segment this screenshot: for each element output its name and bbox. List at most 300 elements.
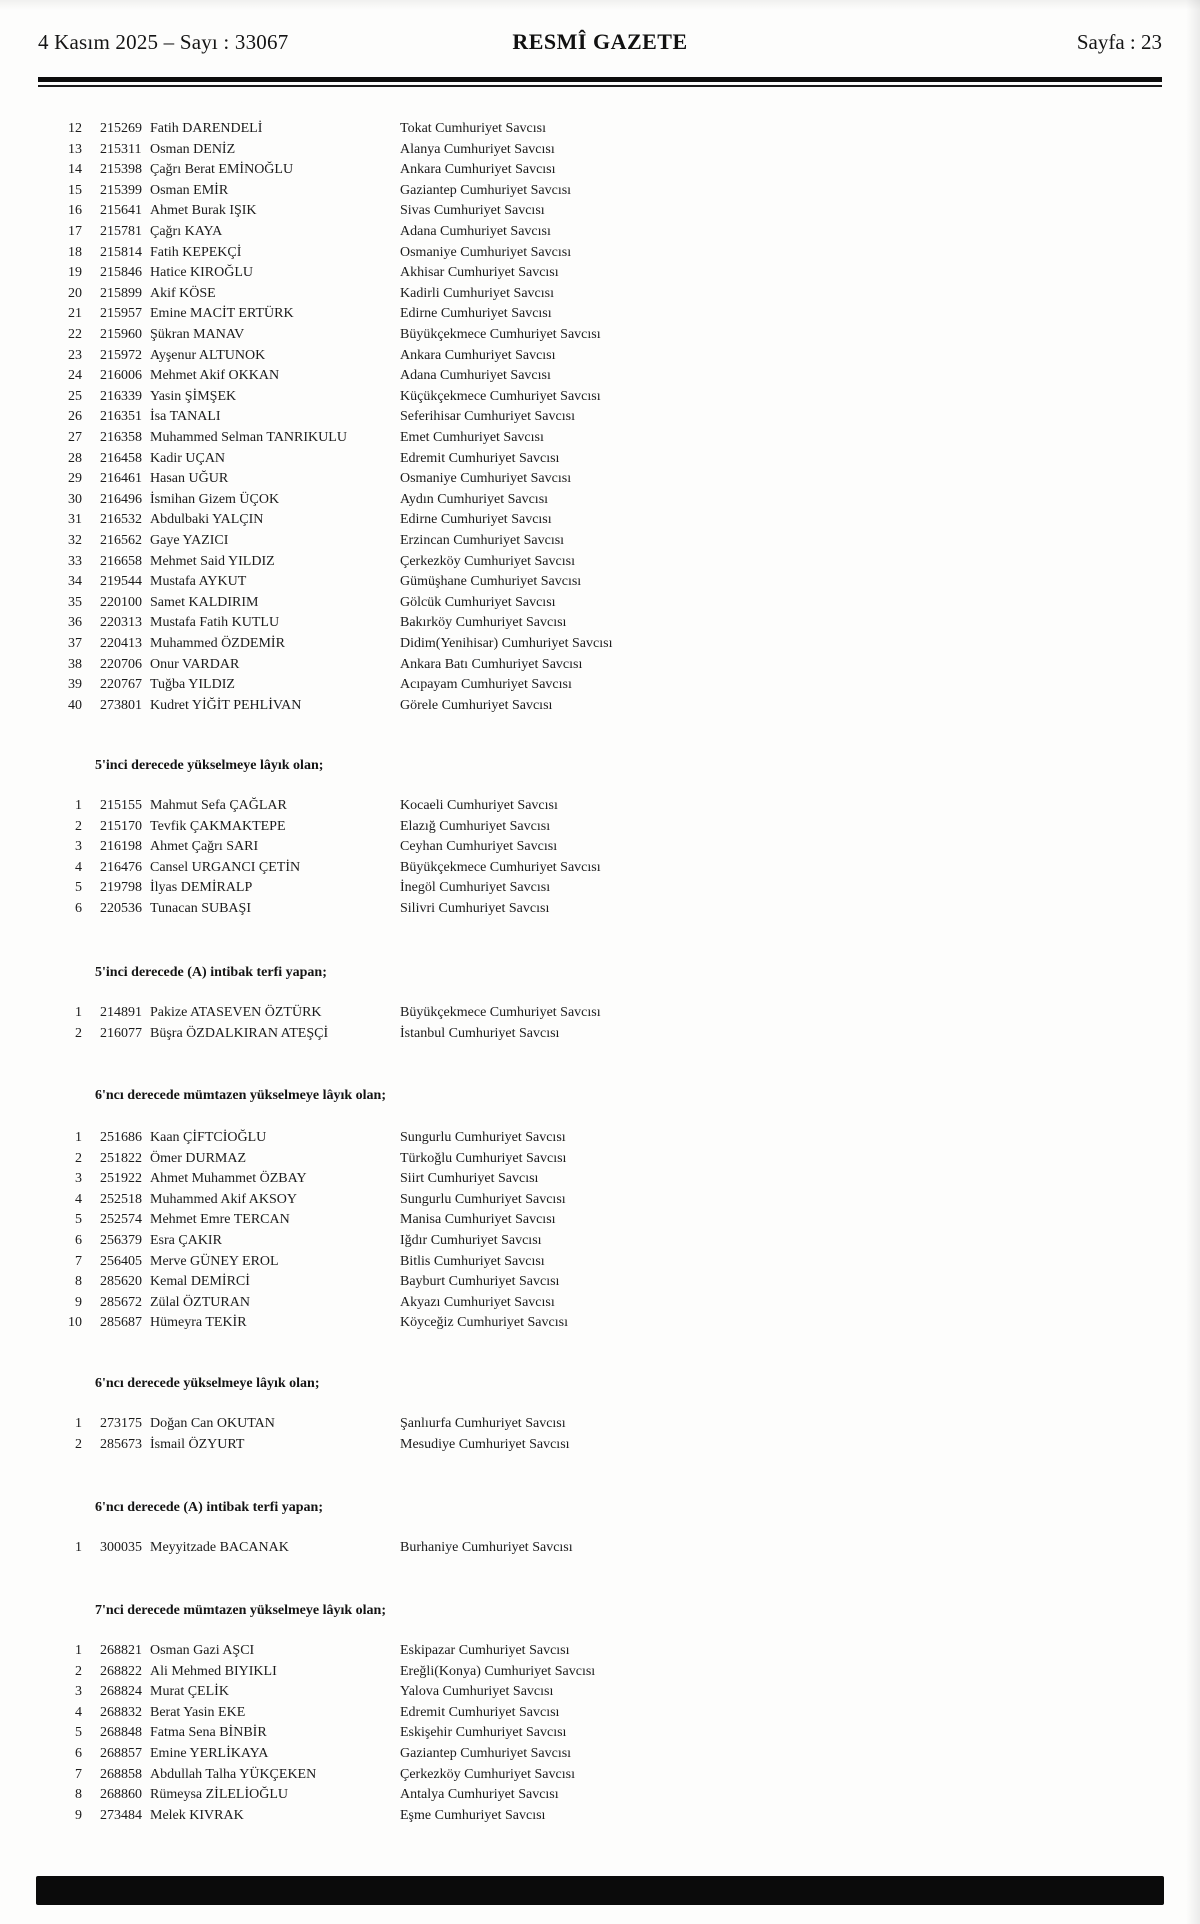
registry-number: 285620: [100, 1274, 142, 1290]
person-name: Esra ÇAKIR: [150, 1233, 222, 1248]
registry-number: 215846: [100, 265, 142, 281]
row-index: 6: [75, 1233, 82, 1248]
row-index: 19: [68, 265, 82, 281]
row-index: 10: [68, 1315, 82, 1331]
registry-number: 220100: [100, 594, 142, 610]
person-name: Akif KÖSE: [150, 285, 216, 301]
header-rule-thick: [38, 77, 1162, 82]
registry-number: 216461: [100, 471, 142, 487]
person-name: Yasin ŞİMŞEK: [150, 388, 237, 404]
person-name: Hasan UĞUR: [150, 471, 229, 487]
list-item: [58, 1192, 1162, 1212]
person-name: Meyyitzade BACANAK: [150, 1540, 289, 1555]
registry-number: 216006: [100, 368, 142, 384]
registry-number: 216198: [100, 839, 142, 855]
person-name: Şükran MANAV: [150, 327, 245, 342]
row-index: 14: [68, 162, 82, 178]
duty-title: Elazığ Cumhuriyet Savcısı: [400, 818, 551, 834]
list-item: [58, 389, 1162, 409]
row-index: 33: [68, 553, 82, 569]
registry-number: 268858: [100, 1766, 142, 1782]
row-index: 7: [75, 1253, 82, 1269]
list-item: [58, 512, 1162, 532]
registry-number: 219798: [100, 880, 142, 896]
duty-title: Ereğli(Konya) Cumhuriyet Savcısı: [400, 1663, 596, 1679]
duty-title: Acıpayam Cumhuriyet Savcısı: [400, 677, 572, 693]
row-index: 20: [68, 285, 82, 301]
registry-number: 220313: [100, 615, 142, 631]
person-name: Ayşenur ALTUNOK: [150, 347, 266, 363]
row-index: 5: [75, 1212, 82, 1228]
section-heading: 6'ncı derecede mümtazen yükselmeye lâyık olan;: [95, 1088, 386, 1103]
person-name: Gaye YAZICI: [150, 533, 229, 548]
registry-number: 251822: [100, 1150, 142, 1166]
list-item: [58, 901, 1162, 921]
row-index: 6: [75, 1746, 82, 1761]
row-index: 12: [68, 121, 82, 136]
row-index: 40: [68, 697, 82, 713]
duty-title: Çerkezköy Cumhuriyet Savcısı: [400, 1766, 575, 1782]
person-name: Melek KIVRAK: [150, 1807, 244, 1823]
duty-title: Eskişehir Cumhuriyet Savcısı: [400, 1725, 567, 1741]
duty-title: Osmaniye Cumhuriyet Savcısı: [400, 471, 572, 487]
list-item: [58, 224, 1162, 244]
duty-title: Bitlis Cumhuriyet Savcısı: [400, 1253, 545, 1269]
registry-number: 285687: [100, 1315, 142, 1331]
person-name: İsmihan Gizem ÜÇOK: [150, 491, 280, 507]
registry-number: 285672: [100, 1294, 142, 1310]
person-name: Emine YERLİKAYA: [150, 1746, 269, 1761]
list-item: [58, 245, 1162, 265]
duty-title: Büyükçekmece Cumhuriyet Savcısı: [400, 327, 601, 342]
person-name: Mustafa AYKUT: [150, 574, 247, 590]
person-name: Çağrı KAYA: [150, 224, 223, 239]
row-index: 8: [75, 1787, 82, 1803]
duty-title: Bakırköy Cumhuriyet Savcısı: [400, 615, 567, 631]
list-item: [58, 595, 1162, 615]
row-index: 4: [75, 1704, 82, 1720]
registry-number: 251686: [100, 1130, 142, 1145]
list-item: [58, 1233, 1162, 1253]
list-item: [58, 1130, 1162, 1150]
person-name: Fatih DARENDELİ: [150, 121, 263, 136]
row-index: 34: [68, 574, 82, 590]
registry-number: 216458: [100, 450, 142, 466]
section-heading: 7'nci derecede mümtazen yükselmeye lâyık olan;: [95, 1603, 386, 1618]
person-name: Kemal DEMİRCİ: [150, 1274, 250, 1290]
row-index: 1: [75, 798, 82, 813]
duty-title: Edremit Cumhuriyet Savcısı: [400, 450, 560, 466]
duty-title: Edirne Cumhuriyet Savcısı: [400, 306, 552, 322]
list-item: [58, 286, 1162, 306]
person-name: Ömer DURMAZ: [150, 1150, 247, 1166]
row-index: 29: [68, 471, 82, 487]
row-index: 2: [75, 1663, 82, 1679]
list-item: [58, 880, 1162, 900]
row-index: 13: [68, 141, 82, 157]
person-name: Mehmet Akif OKKAN: [150, 368, 280, 384]
duty-title: Yalova Cumhuriyet Savcısı: [400, 1684, 554, 1700]
person-name: Berat Yasin EKE: [150, 1704, 246, 1720]
person-name: Hatice KIROĞLU: [150, 265, 254, 281]
duty-title: Sungurlu Cumhuriyet Savcısı: [400, 1191, 566, 1207]
list-item: [58, 1664, 1162, 1684]
list-item: [58, 860, 1162, 880]
row-index: 2: [75, 1436, 82, 1452]
list-item: [58, 798, 1162, 818]
registry-number: 251922: [100, 1171, 142, 1187]
registry-number: 285673: [100, 1436, 142, 1452]
row-index: 1: [75, 1005, 82, 1020]
duty-title: Alanya Cumhuriyet Savcısı: [400, 141, 555, 157]
section-heading: 5'inci derecede (A) intibak terfi yapan;: [95, 965, 327, 980]
registry-number: 268860: [100, 1787, 142, 1803]
row-index: 27: [68, 430, 82, 445]
scan-edge-right: [1186, 0, 1200, 1924]
registry-number: 215399: [100, 182, 142, 198]
row-index: 25: [68, 388, 82, 404]
person-name: Muhammed Selman TANRIKULU: [150, 430, 347, 445]
list-item: [58, 1767, 1162, 1787]
person-name: Mehmet Emre TERCAN: [150, 1212, 290, 1228]
duty-title: Osmaniye Cumhuriyet Savcısı: [400, 244, 572, 260]
registry-number: 268832: [100, 1704, 142, 1720]
registry-number: 215899: [100, 285, 142, 301]
row-index: 30: [68, 491, 82, 507]
person-name: Mustafa Fatih KUTLU: [150, 615, 280, 631]
registry-number: 215311: [100, 141, 142, 157]
header-date-issue: 4 Kasım 2025 – Sayı : 33067: [38, 30, 289, 54]
person-name: Ali Mehmed BIYIKLI: [150, 1663, 277, 1679]
list-item: [58, 1684, 1162, 1704]
row-index: 23: [68, 347, 82, 363]
person-name: Mehmet Said YILDIZ: [150, 553, 275, 569]
row-index: 35: [68, 594, 82, 610]
person-name: Tunacan SUBAŞI: [150, 901, 251, 916]
list-item: [58, 203, 1162, 223]
registry-number: 215781: [100, 224, 142, 239]
row-index: 39: [68, 677, 82, 693]
registry-number: 268822: [100, 1663, 142, 1679]
duty-title: Seferihisar Cumhuriyet Savcısı: [400, 409, 575, 425]
row-index: 17: [68, 224, 82, 239]
registry-number: 216476: [100, 859, 142, 875]
person-name: Kaan ÇİFTCİOĞLU: [150, 1130, 267, 1145]
person-name: Pakize ATASEVEN ÖZTÜRK: [150, 1005, 322, 1020]
row-index: 28: [68, 450, 82, 466]
duty-title: Sungurlu Cumhuriyet Savcısı: [400, 1130, 566, 1145]
list-item: [58, 1416, 1162, 1436]
duty-title: Adana Cumhuriyet Savcısı: [400, 368, 551, 384]
person-name: Onur VARDAR: [150, 656, 240, 672]
list-item: [58, 554, 1162, 574]
list-item: [58, 1315, 1162, 1335]
registry-number: 273175: [100, 1416, 142, 1431]
registry-number: 273484: [100, 1807, 142, 1823]
person-name: Kudret YİĞİT PEHLİVAN: [150, 697, 302, 713]
duty-title: Iğdır Cumhuriyet Savcısı: [400, 1233, 542, 1248]
person-name: Çağrı Berat EMİNOĞLU: [150, 162, 294, 178]
row-index: 5: [75, 880, 82, 896]
duty-title: Ceyhan Cumhuriyet Savcısı: [400, 839, 558, 855]
registry-number: 256379: [100, 1233, 142, 1248]
person-name: Osman DENİZ: [150, 141, 236, 157]
person-name: Büşra ÖZDALKIRAN ATEŞÇİ: [150, 1025, 329, 1041]
row-index: 31: [68, 512, 82, 528]
duty-title: Eşme Cumhuriyet Savcısı: [400, 1807, 546, 1823]
list-item: [58, 409, 1162, 429]
registry-number: 216077: [100, 1025, 142, 1041]
row-index: 3: [75, 1171, 82, 1187]
row-index: 3: [75, 839, 82, 855]
duty-title: Eskipazar Cumhuriyet Savcısı: [400, 1643, 570, 1658]
list-item: [58, 1787, 1162, 1807]
duty-title: Akyazı Cumhuriyet Savcısı: [400, 1294, 555, 1310]
duty-title: Erzincan Cumhuriyet Savcısı: [400, 533, 565, 548]
row-index: 6: [75, 901, 82, 916]
registry-number: 220706: [100, 656, 142, 672]
person-name: Ahmet Çağrı SARI: [150, 839, 259, 855]
list-item: [58, 1725, 1162, 1745]
list-item: [58, 121, 1162, 141]
list-item: [58, 306, 1162, 326]
duty-title: Edremit Cumhuriyet Savcısı: [400, 1704, 560, 1720]
duty-title: Gaziantep Cumhuriyet Savcısı: [400, 1746, 572, 1761]
person-name: Osman Gazi AŞCI: [150, 1643, 255, 1658]
duty-title: Emet Cumhuriyet Savcısı: [400, 430, 544, 445]
registry-number: 215398: [100, 162, 142, 178]
person-name: Osman EMİR: [150, 182, 229, 198]
row-index: 2: [75, 1150, 82, 1166]
list-item: [58, 1437, 1162, 1457]
duty-title: Küçükçekmece Cumhuriyet Savcısı: [400, 388, 601, 404]
scan-artifact-bar: [36, 1876, 1164, 1905]
registry-number: 216496: [100, 491, 142, 507]
list-item: [58, 574, 1162, 594]
row-index: 5: [75, 1725, 82, 1741]
row-index: 9: [75, 1807, 82, 1823]
duty-title: Siirt Cumhuriyet Savcısı: [400, 1171, 539, 1187]
registry-number: 216658: [100, 553, 142, 569]
person-name: Samet KALDIRIM: [150, 594, 259, 610]
registry-number: 215155: [100, 798, 142, 813]
registry-number: 215814: [100, 244, 142, 260]
registry-number: 215972: [100, 347, 142, 363]
row-index: 1: [75, 1130, 82, 1145]
duty-title: Edirne Cumhuriyet Savcısı: [400, 512, 552, 528]
row-index: 21: [68, 306, 82, 322]
duty-title: Türkoğlu Cumhuriyet Savcısı: [400, 1150, 567, 1166]
row-index: 36: [68, 615, 82, 631]
registry-number: 215641: [100, 203, 142, 219]
person-name: İsa TANALI: [150, 409, 221, 425]
section-heading: 6'ncı derecede yükselmeye lâyık olan;: [95, 1376, 320, 1391]
person-name: Emine MACİT ERTÜRK: [150, 306, 294, 322]
list-item: [58, 1295, 1162, 1315]
duty-title: Kocaeli Cumhuriyet Savcısı: [400, 798, 558, 813]
list-item: [58, 451, 1162, 471]
registry-number: 268824: [100, 1684, 142, 1700]
registry-number: 273801: [100, 697, 142, 713]
duty-title: Tokat Cumhuriyet Savcısı: [400, 121, 547, 136]
duty-title: Çerkezköy Cumhuriyet Savcısı: [400, 553, 575, 569]
list-item: [58, 1808, 1162, 1828]
row-index: 26: [68, 409, 82, 425]
row-index: 1: [75, 1416, 82, 1431]
person-name: Ahmet Muhammet ÖZBAY: [150, 1171, 307, 1187]
header-rule-thin: [38, 85, 1162, 87]
list-item: [58, 1254, 1162, 1274]
registry-number: 216339: [100, 388, 142, 404]
row-index: 1: [75, 1643, 82, 1658]
registry-number: 215269: [100, 121, 142, 136]
duty-title: Ankara Cumhuriyet Savcısı: [400, 347, 556, 363]
registry-number: 215960: [100, 327, 142, 342]
list-item: [58, 327, 1162, 347]
duty-title: Manisa Cumhuriyet Savcısı: [400, 1212, 556, 1228]
person-name: Merve GÜNEY EROL: [150, 1253, 279, 1269]
registry-number: 216358: [100, 430, 142, 445]
registry-number: 268857: [100, 1746, 142, 1761]
duty-title: Didim(Yenihisar) Cumhuriyet Savcısı: [400, 636, 613, 651]
list-item: [58, 1705, 1162, 1725]
person-name: Mahmut Sefa ÇAĞLAR: [150, 798, 287, 813]
row-index: 24: [68, 368, 82, 384]
person-name: Rümeysa ZİLELİOĞLU: [150, 1787, 289, 1803]
registry-number: 256405: [100, 1253, 142, 1269]
duty-title: Burhaniye Cumhuriyet Savcısı: [400, 1540, 573, 1555]
list-item: [58, 1005, 1162, 1025]
person-name: Fatih KEPEKÇİ: [150, 244, 242, 260]
list-item: [58, 1746, 1162, 1766]
list-item: [58, 1643, 1162, 1663]
row-index: 4: [75, 1191, 82, 1207]
section-heading: 6'ncı derecede (A) intibak terfi yapan;: [95, 1500, 323, 1515]
row-index: 18: [68, 244, 82, 260]
row-index: 1: [75, 1540, 82, 1555]
person-name: Tuğba YILDIZ: [150, 677, 235, 693]
person-name: Ahmet Burak IŞIK: [150, 203, 257, 219]
row-index: 38: [68, 656, 82, 672]
list-item: [58, 1274, 1162, 1294]
list-item: [58, 1151, 1162, 1171]
scan-edge-top: [0, 0, 1200, 10]
list-item: [58, 839, 1162, 859]
row-index: 4: [75, 859, 82, 875]
duty-title: İstanbul Cumhuriyet Savcısı: [400, 1025, 560, 1041]
duty-title: Antalya Cumhuriyet Savcısı: [400, 1787, 559, 1803]
duty-title: Köyceğiz Cumhuriyet Savcısı: [400, 1315, 568, 1331]
duty-title: Gümüşhane Cumhuriyet Savcısı: [400, 574, 582, 590]
registry-number: 216351: [100, 409, 142, 425]
duty-title: Adana Cumhuriyet Savcısı: [400, 224, 551, 239]
row-index: 3: [75, 1684, 82, 1700]
registry-number: 216532: [100, 512, 142, 528]
header-page-number: Sayfa : 23: [1076, 30, 1162, 54]
list-item: [58, 430, 1162, 450]
registry-number: 252574: [100, 1212, 142, 1228]
registry-number: 268848: [100, 1725, 142, 1741]
person-name: Fatma Sena BİNBİR: [150, 1725, 267, 1741]
list-item: [58, 265, 1162, 285]
duty-title: Büyükçekmece Cumhuriyet Savcısı: [400, 1005, 601, 1020]
row-index: 22: [68, 327, 82, 342]
person-name: Hümeyra TEKİR: [150, 1315, 247, 1331]
list-item: [58, 348, 1162, 368]
registry-number: 300035: [100, 1540, 142, 1555]
row-index: 7: [75, 1766, 82, 1782]
registry-number: 220767: [100, 677, 142, 693]
duty-title: Mesudiye Cumhuriyet Savcısı: [400, 1436, 570, 1452]
list-item: [58, 1026, 1162, 1046]
duty-title: Büyükçekmece Cumhuriyet Savcısı: [400, 859, 601, 875]
list-item: [58, 1171, 1162, 1191]
person-name: İsmail ÖZYURT: [150, 1436, 245, 1452]
duty-title: Bayburt Cumhuriyet Savcısı: [400, 1274, 560, 1290]
list-item: [58, 142, 1162, 162]
person-name: Abdulbaki YALÇIN: [150, 512, 264, 528]
registry-number: 220536: [100, 901, 142, 916]
row-index: 16: [68, 203, 82, 219]
section-heading: 5'inci derecede yükselmeye lâyık olan;: [95, 758, 324, 773]
registry-number: 215957: [100, 306, 142, 322]
person-name: Tevfik ÇAKMAKTEPE: [150, 818, 286, 834]
row-index: 9: [75, 1294, 82, 1310]
row-index: 2: [75, 818, 82, 834]
duty-title: Gölcük Cumhuriyet Savcısı: [400, 594, 556, 610]
person-name: Kadir UÇAN: [150, 450, 226, 466]
row-index: 37: [68, 636, 82, 651]
list-item: [58, 1212, 1162, 1232]
duty-title: Şanlıurfa Cumhuriyet Savcısı: [400, 1416, 566, 1431]
registry-number: 220413: [100, 636, 142, 651]
row-index: 2: [75, 1025, 82, 1041]
person-name: Cansel URGANCI ÇETİN: [150, 859, 301, 875]
registry-number: 216562: [100, 533, 142, 548]
row-index: 8: [75, 1274, 82, 1290]
duty-title: Akhisar Cumhuriyet Savcısı: [400, 265, 559, 281]
duty-title: Sivas Cumhuriyet Savcısı: [400, 203, 545, 219]
header-title: RESMÎ GAZETE: [512, 29, 688, 54]
person-name: İlyas DEMİRALP: [150, 880, 253, 896]
duty-title: Ankara Cumhuriyet Savcısı: [400, 162, 556, 178]
list-item: [58, 1540, 1162, 1560]
list-item: [58, 677, 1162, 697]
duty-title: Silivri Cumhuriyet Savcısı: [400, 901, 550, 916]
registry-number: 219544: [100, 574, 142, 590]
row-index: 32: [68, 533, 82, 548]
list-item: [58, 471, 1162, 491]
list-item: [58, 183, 1162, 203]
duty-title: Ankara Batı Cumhuriyet Savcısı: [400, 656, 583, 672]
duty-title: Aydın Cumhuriyet Savcısı: [400, 491, 549, 507]
list-item: [58, 368, 1162, 388]
person-name: Doğan Can OKUTAN: [150, 1416, 275, 1431]
duty-title: Görele Cumhuriyet Savcısı: [400, 697, 553, 713]
list-item: [58, 636, 1162, 656]
registry-number: 215170: [100, 818, 142, 834]
list-item: [58, 533, 1162, 553]
person-name: Murat ÇELİK: [150, 1684, 229, 1700]
registry-number: 252518: [100, 1191, 142, 1207]
list-item: [58, 615, 1162, 635]
person-name: Zülal ÖZTURAN: [150, 1294, 250, 1310]
duty-title: Kadirli Cumhuriyet Savcısı: [400, 285, 554, 301]
list-item: [58, 657, 1162, 677]
person-name: Abdullah Talha YÜKÇEKEN: [150, 1766, 317, 1782]
person-name: Muhammed Akif AKSOY: [150, 1191, 297, 1207]
duty-title: İnegöl Cumhuriyet Savcısı: [400, 880, 551, 896]
